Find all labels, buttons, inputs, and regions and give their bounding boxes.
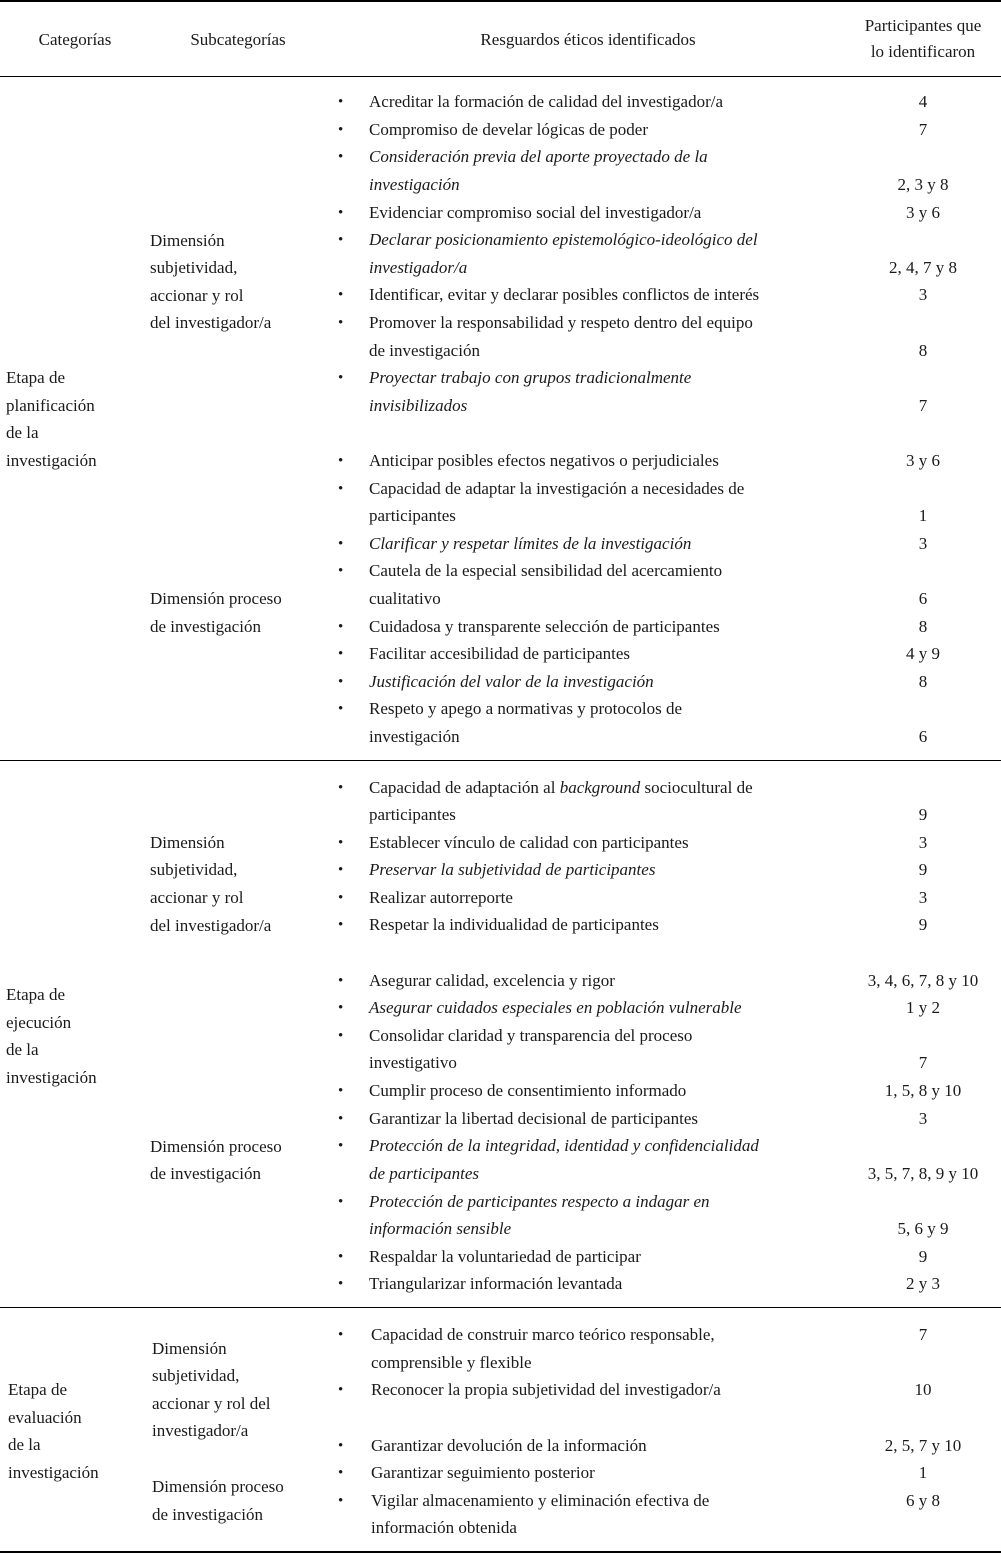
participants-value: 2, 5, 7 y 10 <box>884 1436 962 1455</box>
item-text: investigación <box>369 175 460 194</box>
bullet-icon: • <box>338 563 344 579</box>
bullet-icon: • <box>338 481 344 497</box>
participants-value: 3, 4, 6, 7, 8 y 10 <box>867 971 979 990</box>
item-text: Proyectar trabajo con grupos tradicionalmente <box>369 368 692 387</box>
item-text: Capacidad de adaptar la investigación a necesidades de <box>369 479 745 498</box>
bullet-icon: • <box>338 1138 344 1154</box>
item-text: Garantizar la libertad decisional de participantes <box>369 1109 698 1128</box>
bullet-icon: • <box>338 205 344 221</box>
item-text: Evidenciar compromiso social del investigador/a <box>369 203 702 222</box>
bullet-icon: • <box>338 1327 344 1343</box>
category-line: Etapa de <box>6 985 65 1004</box>
item-text: Respetar la individualidad de participantes <box>369 915 659 934</box>
subcategory-line: del investigador/a <box>150 313 272 332</box>
category-line: Etapa de <box>6 368 65 387</box>
participants-value: 6 <box>918 589 928 608</box>
participants-value: 3 <box>918 888 928 907</box>
item-text: Promover la responsabilidad y respeto dentro del equipo <box>369 313 753 332</box>
item-text: Cuidadosa y transparente selección de participantes <box>369 617 720 636</box>
item-text: Anticipar posibles efectos negativos o perjudiciales <box>369 451 719 470</box>
category-line: de la <box>8 1435 41 1454</box>
item-text: Capacidad de adaptación al background sociocultural de <box>369 778 753 797</box>
category-line: planificación <box>6 396 95 415</box>
subcategory-line: subjetividad, <box>152 1366 240 1385</box>
bullet-icon: • <box>338 1028 344 1044</box>
participants-value: 9 <box>918 915 928 934</box>
subcategory-line: Dimensión proceso <box>150 1137 282 1156</box>
item-text: invisibilizados <box>369 396 468 415</box>
item-text: Capacidad de construir marco teórico responsable, <box>371 1325 715 1344</box>
bullet-icon: • <box>338 917 344 933</box>
item-text: Respeto y apego a normativas y protocolos de <box>369 699 683 718</box>
bullet-icon: • <box>338 1111 344 1127</box>
item-text: Facilitar accesibilidad de participantes <box>369 644 631 663</box>
subcategory-line: accionar y rol <box>150 286 244 305</box>
subcategory-line: Dimensión <box>150 833 225 852</box>
participants-value: 8 <box>918 672 928 691</box>
participants-value: 9 <box>918 1247 928 1266</box>
participants-value: 6 <box>918 727 928 746</box>
participants-value: 2, 3 y 8 <box>897 175 949 194</box>
category-line: de la <box>6 423 39 442</box>
item-text: Declarar posicionamiento epistemológico-ideológico del <box>369 230 758 249</box>
participants-value: 1 y 2 <box>906 998 940 1017</box>
subcategory-line: de investigación <box>150 1164 261 1183</box>
bullet-icon: • <box>338 370 344 386</box>
participants-value: 4 y 9 <box>906 644 940 663</box>
bullet-icon: • <box>338 674 344 690</box>
item-text: Consolidar claridad y transparencia del proceso <box>369 1026 693 1045</box>
participants-value: 3 <box>918 285 928 304</box>
subcategory-line: Dimensión proceso <box>152 1477 284 1496</box>
participants-value: 6 y 8 <box>906 1491 940 1510</box>
subcategory-line: Dimensión <box>150 231 225 250</box>
participants-value: 9 <box>918 860 928 879</box>
item-text: investigativo <box>369 1053 457 1072</box>
subcategory-line: Dimensión proceso <box>150 589 282 608</box>
participants-value: 4 <box>918 92 928 111</box>
participants-value: 8 <box>918 341 928 360</box>
item-text: Garantizar devolución de la información <box>371 1436 647 1455</box>
section-divider-2 <box>0 1307 1001 1308</box>
bullet-icon: • <box>338 1194 344 1210</box>
participants-value: 3 <box>918 833 928 852</box>
item-text: cualitativo <box>369 589 441 608</box>
item-text: participantes <box>369 506 456 525</box>
category-line: de la <box>6 1040 39 1059</box>
participants-value: 1, 5, 8 y 10 <box>884 1081 962 1100</box>
bullet-icon: • <box>338 315 344 331</box>
bullet-icon: • <box>338 1438 344 1454</box>
bullet-icon: • <box>338 1493 344 1509</box>
header-bottom-rule <box>0 76 1001 77</box>
item-text: información obtenida <box>371 1518 517 1537</box>
bullet-icon: • <box>338 1000 344 1016</box>
category-line: investigación <box>6 451 97 470</box>
subcategory-line: de investigación <box>152 1505 263 1524</box>
subcategory-line: de investigación <box>150 617 261 636</box>
item-text: Respaldar la voluntariedad de participar <box>369 1247 641 1266</box>
bullet-icon: • <box>338 973 344 989</box>
item-text: Justificación del valor de la investigación <box>369 672 654 691</box>
category-line: investigación <box>8 1463 99 1482</box>
item-text: Garantizar seguimiento posterior <box>371 1463 595 1482</box>
item-text: Identificar, evitar y declarar posibles conflictos de interés <box>369 285 760 304</box>
subcategory-line: Dimensión <box>152 1339 227 1358</box>
bullet-icon: • <box>338 701 344 717</box>
item-text: Asegurar calidad, excelencia y rigor <box>369 971 615 990</box>
item-text: Realizar autorreporte <box>369 888 513 907</box>
subcategory-line: accionar y rol del <box>152 1394 271 1413</box>
item-text: de participantes <box>369 1164 480 1183</box>
header-participantes-line1: Participantes que <box>864 16 982 35</box>
subcategory-line: subjetividad, <box>150 258 238 277</box>
item-text: de investigación <box>369 341 480 360</box>
subcategory-line: accionar y rol <box>150 888 244 907</box>
bullet-icon: • <box>338 149 344 165</box>
header-participantes-line2: lo identificaron <box>870 42 976 61</box>
participants-value: 2, 4, 7 y 8 <box>889 258 957 277</box>
bullet-icon: • <box>338 287 344 303</box>
participants-value: 3, 5, 7, 8, 9 y 10 <box>867 1164 979 1183</box>
item-text: Preservar la subjetividad de participantes <box>369 860 656 879</box>
subcategory-line: subjetividad, <box>150 860 238 879</box>
header-subcategorias: Subcategorías <box>190 30 286 49</box>
header-categorias: Categorías <box>38 30 112 49</box>
category-line: Etapa de <box>8 1380 67 1399</box>
item-text: Cumplir proceso de consentimiento informado <box>369 1081 687 1100</box>
participants-value: 3 <box>918 534 928 553</box>
category-line: investigación <box>6 1068 97 1087</box>
bullet-icon: • <box>338 1382 344 1398</box>
item-text: Compromiso de develar lógicas de poder <box>369 120 649 139</box>
item-text: Clarificar y respetar límites de la investigación <box>369 534 692 553</box>
subcategory-line: investigador/a <box>152 1421 249 1440</box>
bullet-icon: • <box>338 646 344 662</box>
bullet-icon: • <box>338 835 344 851</box>
participants-value: 7 <box>918 1325 928 1344</box>
item-text: Triangularizar información levantada <box>369 1274 623 1293</box>
category-line: evaluación <box>8 1408 82 1427</box>
section-divider-1 <box>0 760 1001 761</box>
item-text: Establecer vínculo de calidad con participantes <box>369 833 689 852</box>
item-text: Cautela de la especial sensibilidad del acercamiento <box>369 561 723 580</box>
bullet-icon: • <box>338 94 344 110</box>
bullet-icon: • <box>338 862 344 878</box>
participants-value: 3 y 6 <box>906 451 940 470</box>
item-text: participantes <box>369 805 456 824</box>
item-text: información sensible <box>369 1219 512 1238</box>
item-text: Acreditar la formación de calidad del investigador/a <box>369 92 724 111</box>
bullet-icon: • <box>338 453 344 469</box>
participants-value: 10 <box>914 1380 932 1399</box>
participants-value: 7 <box>918 396 928 415</box>
item-text: Protección de participantes respecto a indagar en <box>369 1192 710 1211</box>
participants-value: 8 <box>918 617 928 636</box>
bullet-icon: • <box>338 780 344 796</box>
item-text: investigación <box>369 727 460 746</box>
bullet-icon: • <box>338 536 344 552</box>
item-text: Asegurar cuidados especiales en población vulnerable <box>369 998 742 1017</box>
bullet-icon: • <box>338 619 344 635</box>
bullet-icon: • <box>338 1083 344 1099</box>
participants-value: 2 y 3 <box>906 1274 940 1293</box>
participants-value: 9 <box>918 805 928 824</box>
bullet-icon: • <box>338 232 344 248</box>
participants-value: 5, 6 y 9 <box>897 1219 949 1238</box>
bullet-icon: • <box>338 890 344 906</box>
bullet-icon: • <box>338 1249 344 1265</box>
participants-value: 3 <box>918 1109 928 1128</box>
bullet-icon: • <box>338 122 344 138</box>
bullet-icon: • <box>338 1465 344 1481</box>
item-text: investigador/a <box>369 258 468 277</box>
participants-value: 1 <box>918 1463 928 1482</box>
participants-value: 3 y 6 <box>906 203 940 222</box>
participants-value: 7 <box>918 120 928 139</box>
bullet-icon: • <box>338 1276 344 1292</box>
table-top-rule <box>0 0 1001 2</box>
item-text: Vigilar almacenamiento y eliminación efectiva de <box>371 1491 710 1510</box>
item-text: Consideración previa del aporte proyectado de la <box>369 147 708 166</box>
subcategory-line: del investigador/a <box>150 916 272 935</box>
header-resguardos: Resguardos éticos identificados <box>480 30 696 49</box>
item-text: Reconocer la propia subjetividad del investigador/a <box>371 1380 721 1399</box>
item-text: comprensible y flexible <box>371 1353 532 1372</box>
category-line: ejecución <box>6 1013 72 1032</box>
participants-value: 7 <box>918 1053 928 1072</box>
participants-value: 1 <box>918 506 928 525</box>
item-text: Protección de la integridad, identidad y confidencialidad <box>369 1136 759 1155</box>
table-bottom-rule <box>0 1551 1001 1553</box>
